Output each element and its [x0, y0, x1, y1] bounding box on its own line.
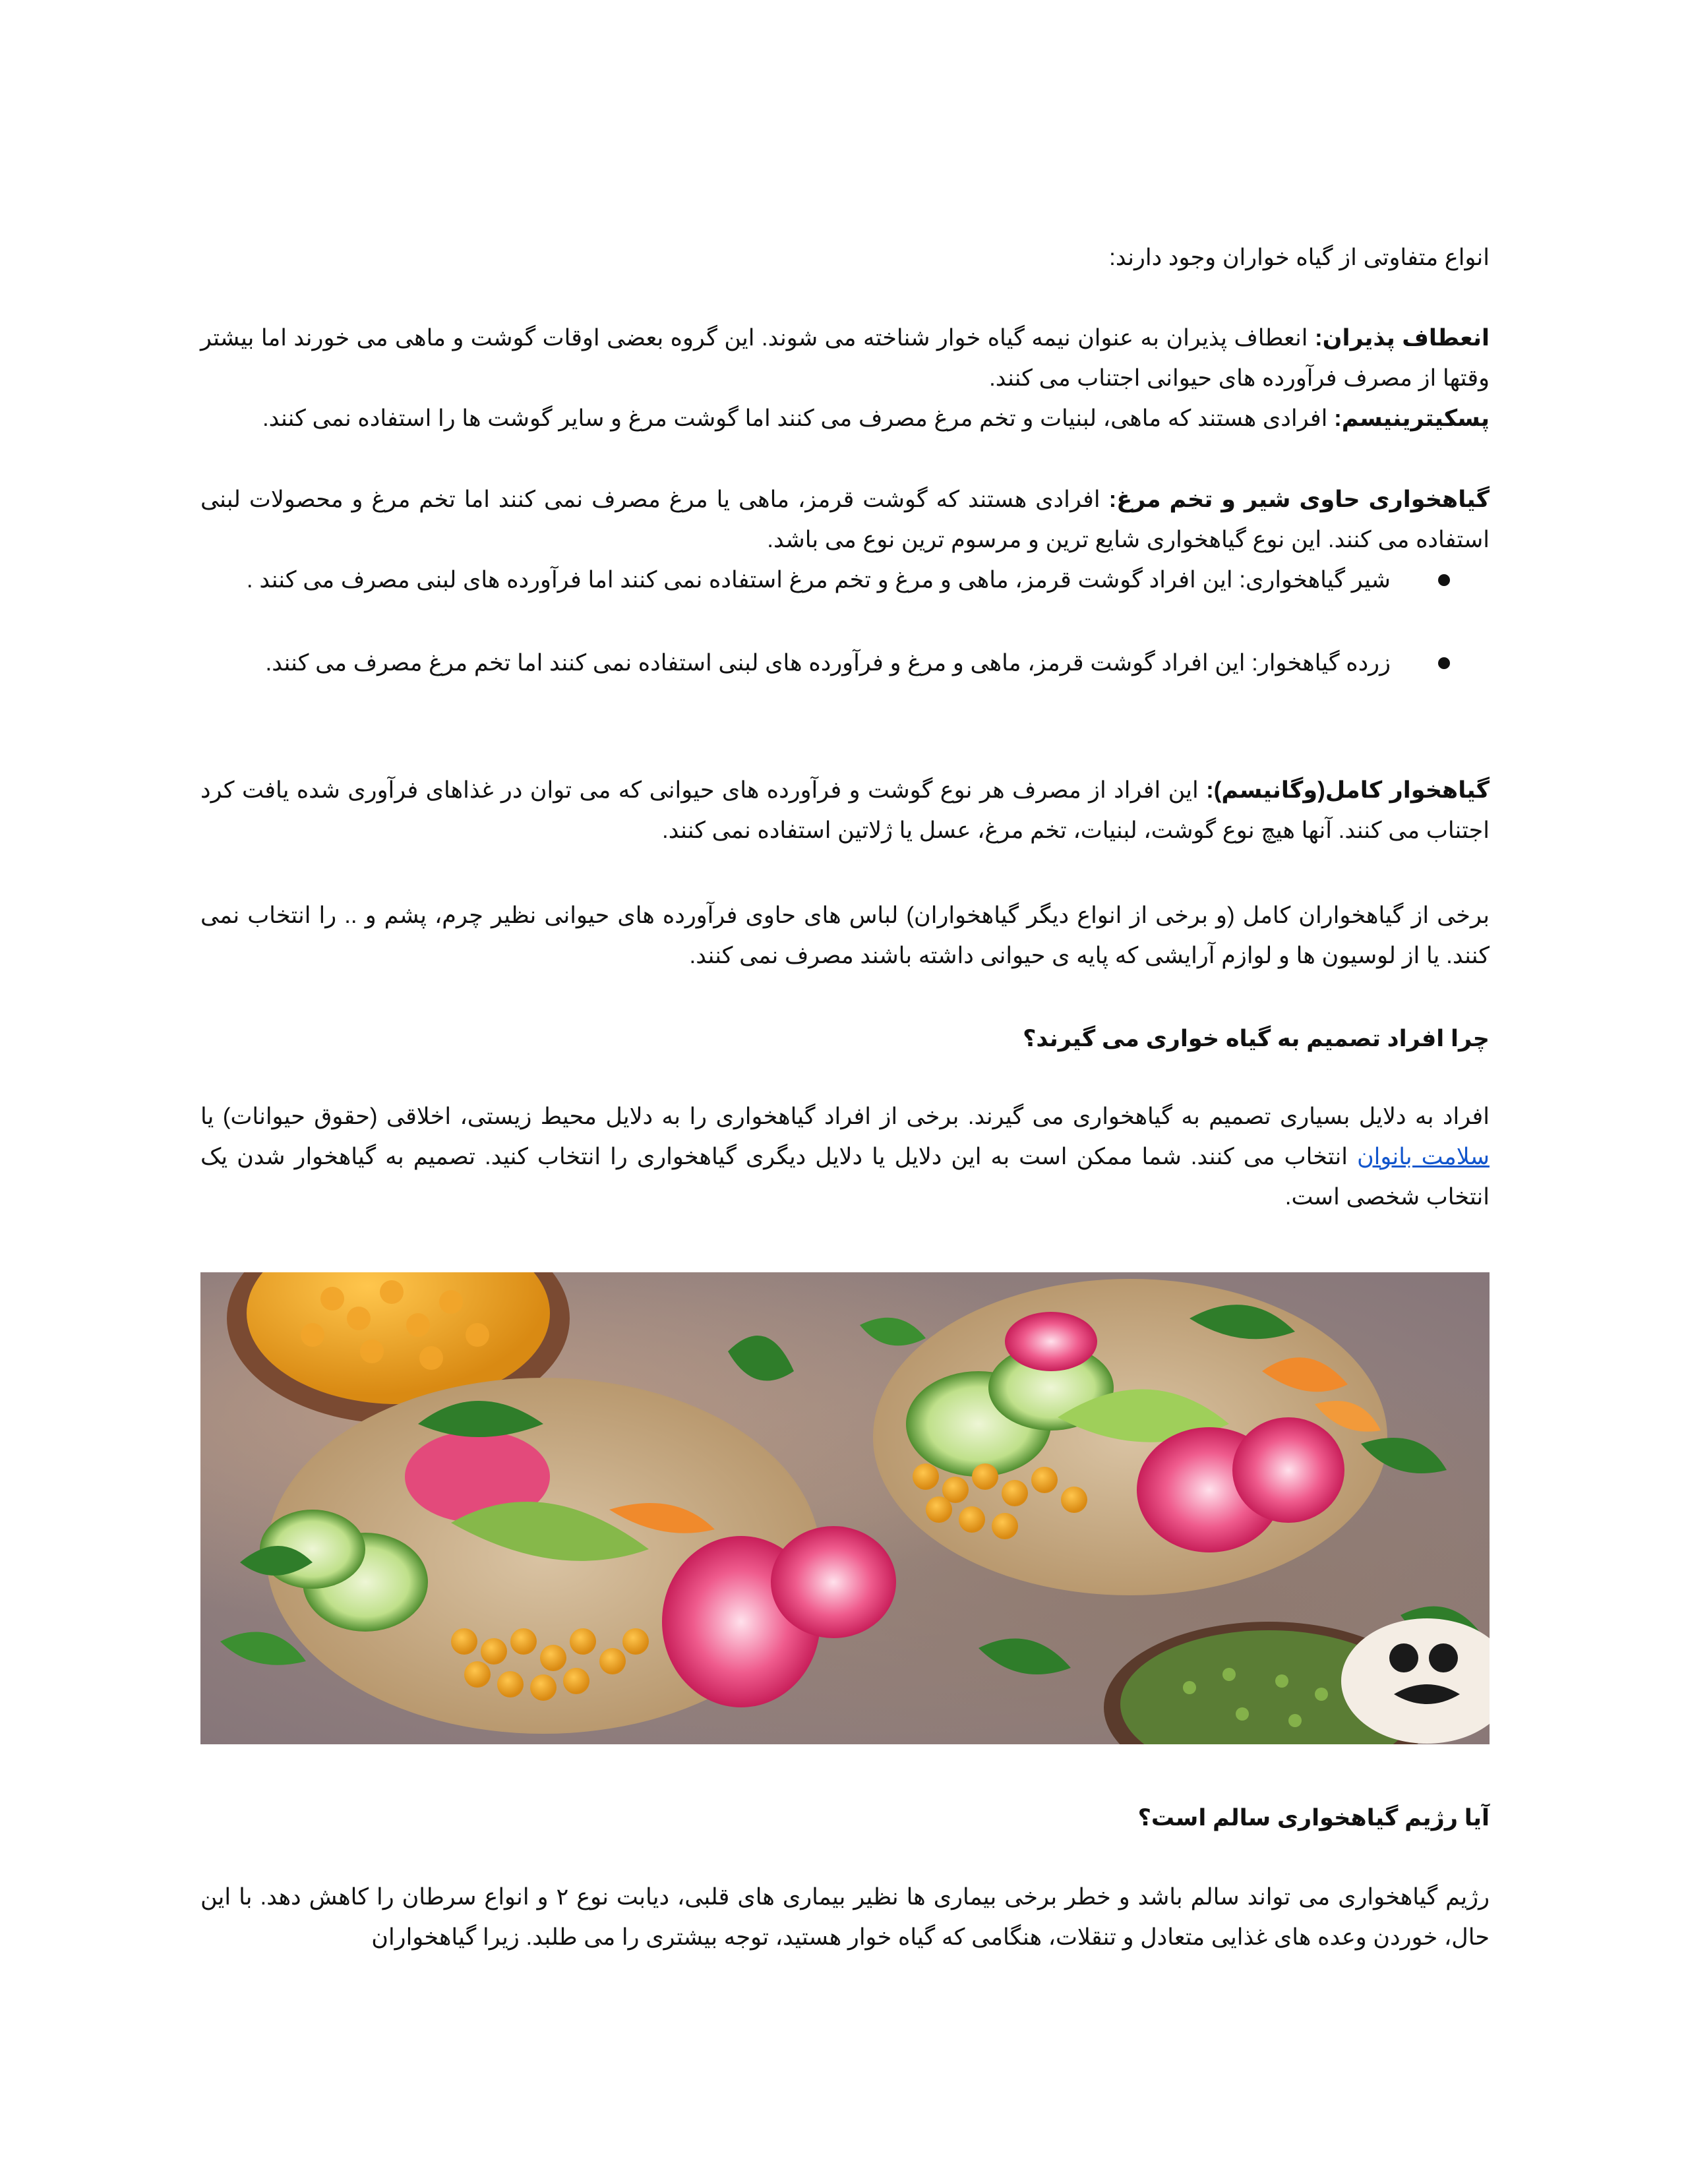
flexitarian-text: انعطاف پذیران به عنوان نیمه گیاه خوار شناخته می شوند. این گروه بعضی اوقات گوشت و ماهی می خورند اما بیشتر وقتها از مصرف فرآورده های حیوانی اجتناب می کنند.	[200, 325, 1490, 391]
healthy-heading: آیا رژیم گیاهخواری سالم است؟	[1137, 1805, 1490, 1831]
intro-line: انواع متفاوتی از گیاه خواران وجود دارند:	[1109, 245, 1490, 270]
lacto-ovo-term: گیاهخواری حاوی شیر و تخم مرغ:	[1108, 487, 1490, 512]
healthy-block	[200, 1877, 1490, 1957]
vegan-text: این افراد از مصرف هر نوع گوشت و فرآورده های حیوانی که می توان در غذاهای فرآوری شده یافت کرد اجتناب می کنند. آنها هیچ نوع گوشت، لبنیات، تخم مرغ، عسل یا ژلاتین استفاده نمی کنند.	[200, 777, 1490, 843]
lacto-ovo-block	[200, 479, 1490, 683]
bullet-icon	[1438, 657, 1450, 669]
healthy-paragraph: رژیم گیاهخواری می تواند سالم باشد و خطر برخی بیماری ها نظیر بیماری های قلبی، دیابت نوع ۲ و انواع سرطان را کاهش دهد. با این حال، خوردن وعده های غذایی متعادل و تنقلات، هنگامی که گیاه خوار هستید، توجه بیشتری را می طلبد. زیرا گیاهخواران	[200, 1884, 1490, 1950]
pescatarian-term: پسکیترینیسم:	[1334, 405, 1490, 431]
womens-health-link[interactable]: سلامت بانوان	[1356, 1144, 1490, 1169]
lacto-ovo-paragraph	[200, 479, 1490, 560]
why-paragraph	[200, 1096, 1490, 1217]
list-item	[200, 643, 1391, 683]
list-item-text: شیر گیاهخواری: این افراد گوشت قرمز، ماهی و مرغ و تخم مرغ استفاده نمی کنند اما فرآورده های لبنی مصرف می کنند .	[246, 567, 1391, 593]
vegan-term: گیاهخوار کامل(وگانیسم):	[1206, 777, 1490, 803]
why-heading-block	[200, 1018, 1490, 1059]
pescatarian-paragraph	[200, 398, 1490, 438]
photo-illustration	[200, 1272, 1490, 1744]
list-item-text: زرده گیاهخوار: این افراد گوشت قرمز، ماهی و مرغ و فرآورده های لبنی استفاده نمی کنند اما تخم مرغ مصرف می کنند.	[265, 650, 1391, 676]
clothing-paragraph: برخی از گیاهخواران کامل (و برخی از انواع دیگر گیاهخواران) لباس های حاوی فرآورده های حیوانی نظیر چرم، پشم و .. را انتخاب نمی کنند. یا از لوسیون ها و لوازم آرایشی که پایه ی حیوانی داشته باشند مصرف نمی کنند.	[200, 902, 1490, 968]
flexitarian-block	[200, 318, 1490, 438]
why-text-after: انتخاب می کنند. شما ممکن است به این دلایل یا دلایل دیگری گیاهخواری را انتخاب کنید. تصمیم به گیاهخوار شدن یک انتخاب شخصی است.	[200, 1144, 1490, 1210]
why-heading: چرا افراد تصمیم به گیاه خواری می گیرند؟	[1023, 1026, 1490, 1051]
intro-block	[200, 237, 1490, 278]
healthy-heading-block	[200, 1798, 1490, 1838]
why-text-before: افراد به دلایل بسیاری تصمیم به گیاهخواری می گیرند. برخی از افراد گیاهخواری را به دلایل محیط زیستی، اخلاقی (حقوق حیوانات) یا	[200, 1104, 1490, 1129]
lacto-ovo-text: افرادی هستند که گوشت قرمز، ماهی یا مرغ مصرف نمی کنند اما تخم مرغ و محصولات لبنی استفاده می کنند. این نوع گیاهخواری شایع ترین و مرسوم ترین نوع می باشد.	[200, 487, 1490, 552]
vegan-paragraph	[200, 770, 1490, 850]
pescatarian-text: افرادی هستند که ماهی، لبنیات و تخم مرغ مصرف می کنند اما گوشت مرغ و سایر گوشت ها را استفاده نمی کنند.	[262, 405, 1328, 431]
vegan-block	[200, 770, 1490, 850]
list-item	[200, 560, 1391, 600]
flexitarian-paragraph	[200, 318, 1490, 398]
why-block	[200, 1096, 1490, 1217]
flexitarian-term: انعطاف پذیران:	[1314, 325, 1490, 351]
vegetable-bowls-photo	[200, 1272, 1490, 1744]
vegetarian-types-list	[200, 560, 1490, 683]
bullet-icon	[1438, 574, 1450, 586]
clothing-block	[200, 895, 1490, 976]
